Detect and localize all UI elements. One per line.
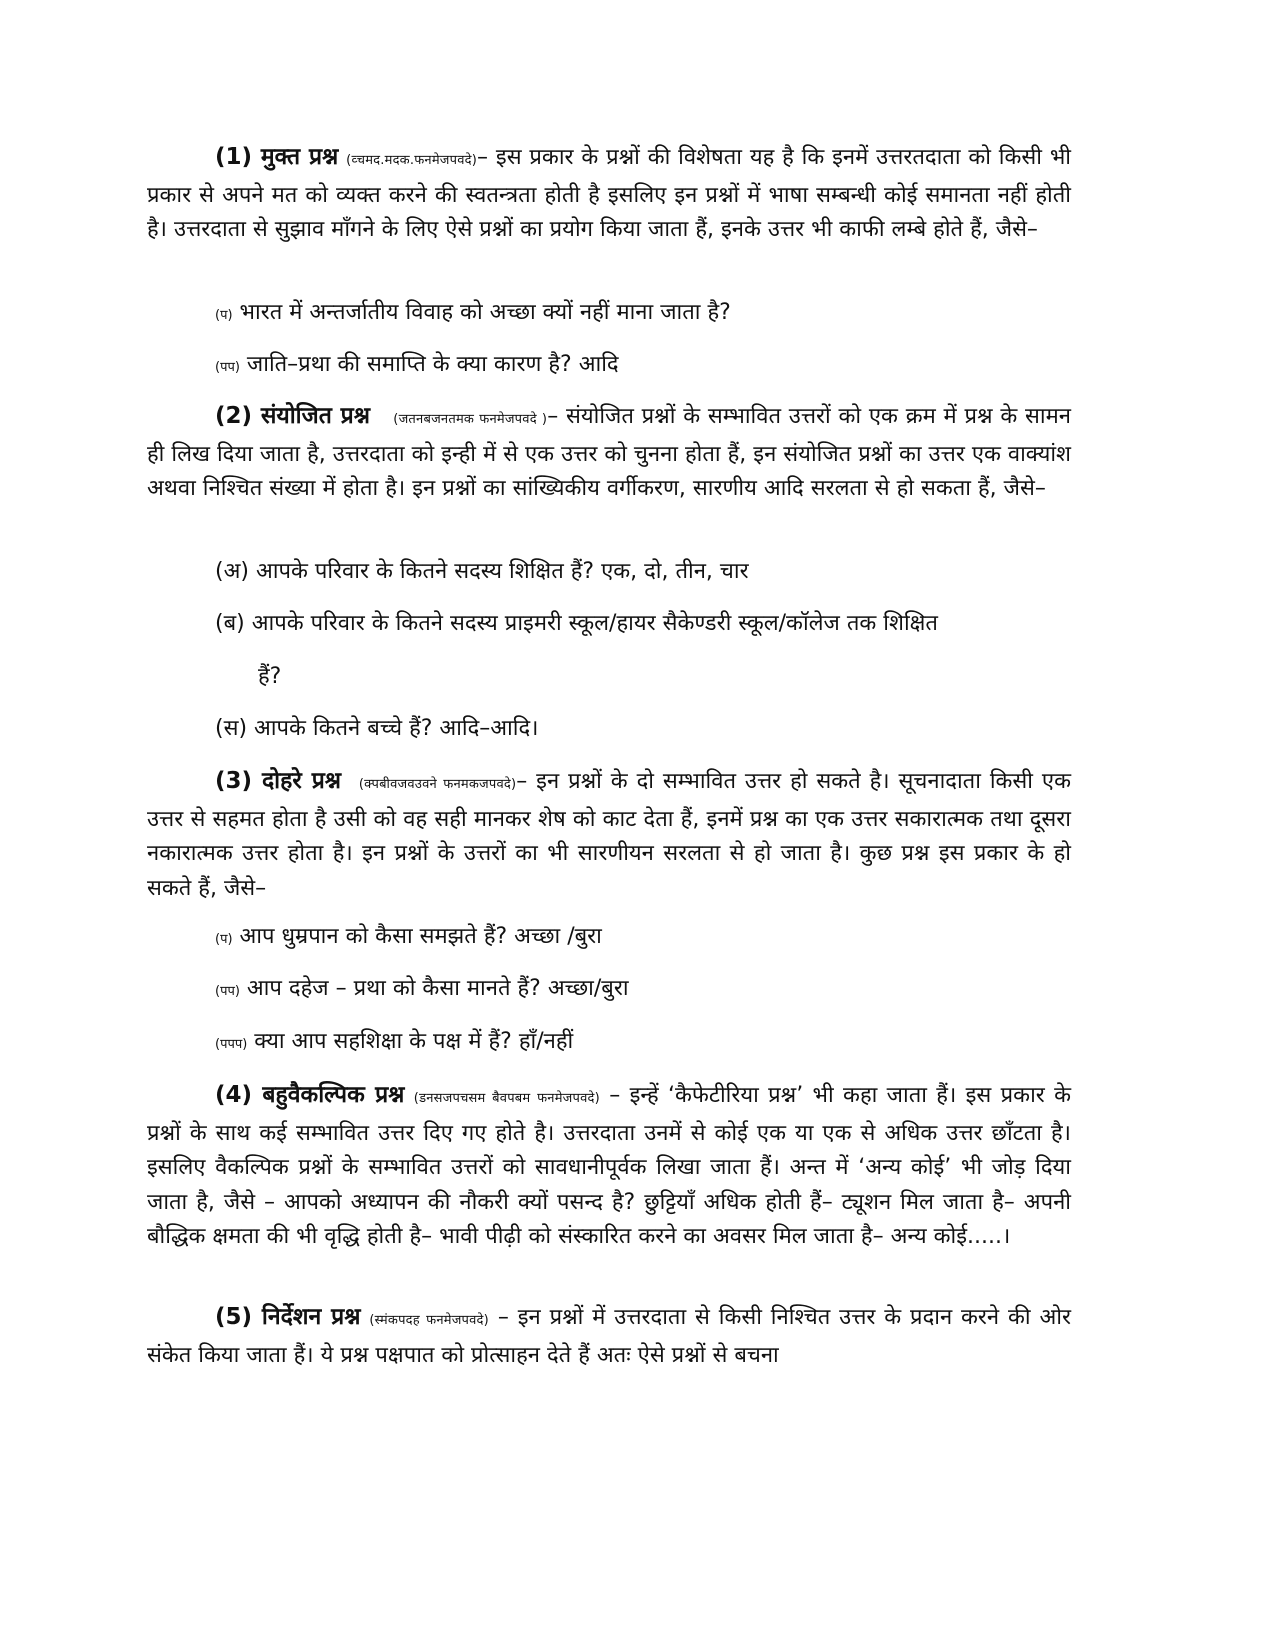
item-marker: (पपप) xyxy=(215,1037,248,1052)
section-heading: निर्देशन प्रश्न xyxy=(261,1304,361,1330)
list-item-continuation xyxy=(258,660,1118,694)
item-marker: (अ) xyxy=(215,559,249,584)
garbled-english-term: क्पबीवजवउवने फनमकजपवदे xyxy=(364,777,511,792)
item-text: आपके परिवार के कितने सदस्य शिक्षित हैं? एक, दो, तीन, चार xyxy=(255,559,749,584)
section-number: (2) xyxy=(215,403,253,429)
item-text: आपके कितने बच्चे हैं? आदि–आदि। xyxy=(254,716,539,741)
garble-paren: ( xyxy=(346,153,352,168)
item-marker: (प) xyxy=(215,308,233,323)
item-text: आप धुम्रपान को कैसा समझते हैं? अच्छा /बुरा xyxy=(239,924,602,949)
garble-paren: ) xyxy=(541,412,548,427)
item-text: क्या आप सहशिक्षा के पक्ष में हैं? हाँ/नहीं xyxy=(254,1029,574,1054)
list-item xyxy=(215,607,1075,641)
garble-paren: ( xyxy=(413,1091,420,1106)
section-heading: संयोजित प्रश्न xyxy=(260,403,370,429)
paragraph-body: – संयोजित प्रश्नों के सम्भावित उत्तरों को एक क्रम में प्रश्न के सामन ही लिख दिया जाता है, उत्तरदाता को इन्ही में से एक उत्तर को चुनना होता हैं, इन संयोजित प्रश्नों का उत्तर एक वाक्यांश अथवा निश्चित संख्या में होता है। इन प्रश्नों का सांख्यिकीय वर्गीकरण, सारणीय आदि सरलता से हो सकता हैं, जैसे– xyxy=(147,404,1071,501)
list-item xyxy=(215,972,1075,1009)
section-number: (1) xyxy=(215,144,253,170)
item-text: जाति–प्रथा की समाप्ति के क्या कारण है? आदि xyxy=(246,352,619,377)
item-marker: (पप) xyxy=(215,984,240,999)
list-item xyxy=(215,1025,1075,1062)
paragraph-body: – इन प्रश्नों के दो सम्भावित उत्तर हो सकते है। सूचनादाता किसी एक उत्तर से सहमत होता है उसी को वह सही मानकर शेष को काट देता हैं, इनमें प्रश्न का एक उत्तर सकारात्मक तथा दूसरा नकारात्मक उत्तर होता है। इन प्रश्नों के उत्तरों का भी सारणीयन सरलता से हो जाता है। कुछ प्रश्न इस प्रकार के हो सकते हैं, जैसे– xyxy=(147,769,1071,901)
garbled-english-term: डनसजपचसम बैवपबम फनमेजपवदे xyxy=(419,1091,595,1106)
paragraph-directive-questions xyxy=(147,1300,1071,1373)
item-text: आप दहेज – प्रथा को कैसा मानते हैं? अच्छा/बुरा xyxy=(246,976,629,1001)
section-number: (4) xyxy=(215,1082,253,1108)
garble-paren: ) xyxy=(594,1091,600,1106)
list-item xyxy=(215,296,1075,333)
section-number: (3) xyxy=(215,768,253,794)
item-marker: (ब) xyxy=(215,611,245,636)
list-item xyxy=(215,348,1075,385)
garbled-english-term: व्चमद.मदक.फनमेजपवदे xyxy=(351,153,472,168)
paragraph-body: – इन प्रश्नों में उत्तरदाता से किसी निश्चित उत्तर के प्रदान करने की ओर संकेत किया जाता हैं। ये प्रश्न पक्षपात को प्रोत्साहन देते हैं अतः ऐसे प्रश्नों से बचना xyxy=(147,1305,1071,1368)
item-text: हैं? xyxy=(258,664,282,689)
paragraph-body: – इन्हें ‘कैफेटीरिया प्रश्न’ भी कहा जाता हैं। इस प्रकार के प्रश्नों के साथ कई सम्भावित उत्तर दिए गए होते है। उत्तरदाता उनमें से कोई एक या एक से अधिक उत्तर छाँटता है। इसलिए वैकल्पिक प्रश्नों के सम्भावित उत्तरों को सावधानीपूर्वक लिखा जाता हैं। अन्त में ‘अन्य कोई’ भी जोड़ दिया जाता है, जैसे – आपको अध्यापन की नौकरी क्यों पसन्द है? छुट्टियाँ अधिक होती हैं– ट्यूशन मिल जाता है– अपनी बौद्धिक क्षमता की भी वृद्धि होती है– भावी पीढ़ी को संस्कारित करने का अवसर मिल जाता है– अन्य कोई.....। xyxy=(147,1083,1071,1249)
paragraph-multiple-choice-questions xyxy=(147,1078,1071,1255)
list-item xyxy=(215,712,1075,746)
garbled-english-term: जतनबजनतमक फनमेजपवदे xyxy=(398,412,537,427)
item-text: आपके परिवार के कितने सदस्य प्राइमरी स्कूल/हायर सैकेण्डरी स्कूल/कॉलेज तक शिक्षित xyxy=(251,611,938,636)
list-item xyxy=(215,920,1075,957)
paragraph-open-questions xyxy=(147,140,1071,248)
paragraph-combined-questions xyxy=(147,399,1071,507)
garble-paren: ( xyxy=(358,777,365,792)
garble-paren: ) xyxy=(483,1313,489,1328)
paragraph-dual-questions xyxy=(147,764,1071,906)
garble-paren: ( xyxy=(369,1313,375,1328)
garble-paren: ( xyxy=(393,412,399,427)
garble-paren: ) xyxy=(471,153,478,168)
section-number: (5) xyxy=(215,1304,253,1330)
item-text: भारत में अन्तर्जातीय विवाह को अच्छा क्यों नहीं माना जाता है? xyxy=(239,300,731,325)
list-item xyxy=(215,555,1075,589)
garble-paren: ) xyxy=(510,777,517,792)
garbled-english-term: स्मंकपदह फनमेजपवदे xyxy=(374,1313,484,1328)
section-heading: मुक्त प्रश्न xyxy=(260,144,339,170)
item-marker: (स) xyxy=(215,716,248,741)
section-heading: दोहरे प्रश्न xyxy=(261,768,342,794)
item-marker: (पप) xyxy=(215,360,240,375)
paragraph-body: – इस प्रकार के प्रश्नों की विशेषता यह है कि इनमें उत्तरतदाता को किसी भी प्रकार से अपने मत को व्यक्त करने की स्वतन्त्रता होती है इसलिए इन प्रश्नों में भाषा सम्बन्धी कोई समानता नहीं होती है। उत्तरदाता से सुझाव माँगने के लिए ऐसे प्रश्नों का प्रयोग किया जाता हैं, इनके उत्तर भी काफी लम्बे होते हैं, जैसे– xyxy=(147,145,1071,242)
item-marker: (प) xyxy=(215,932,233,947)
section-heading: बहुवैकल्पिक प्रश्न xyxy=(262,1082,405,1108)
